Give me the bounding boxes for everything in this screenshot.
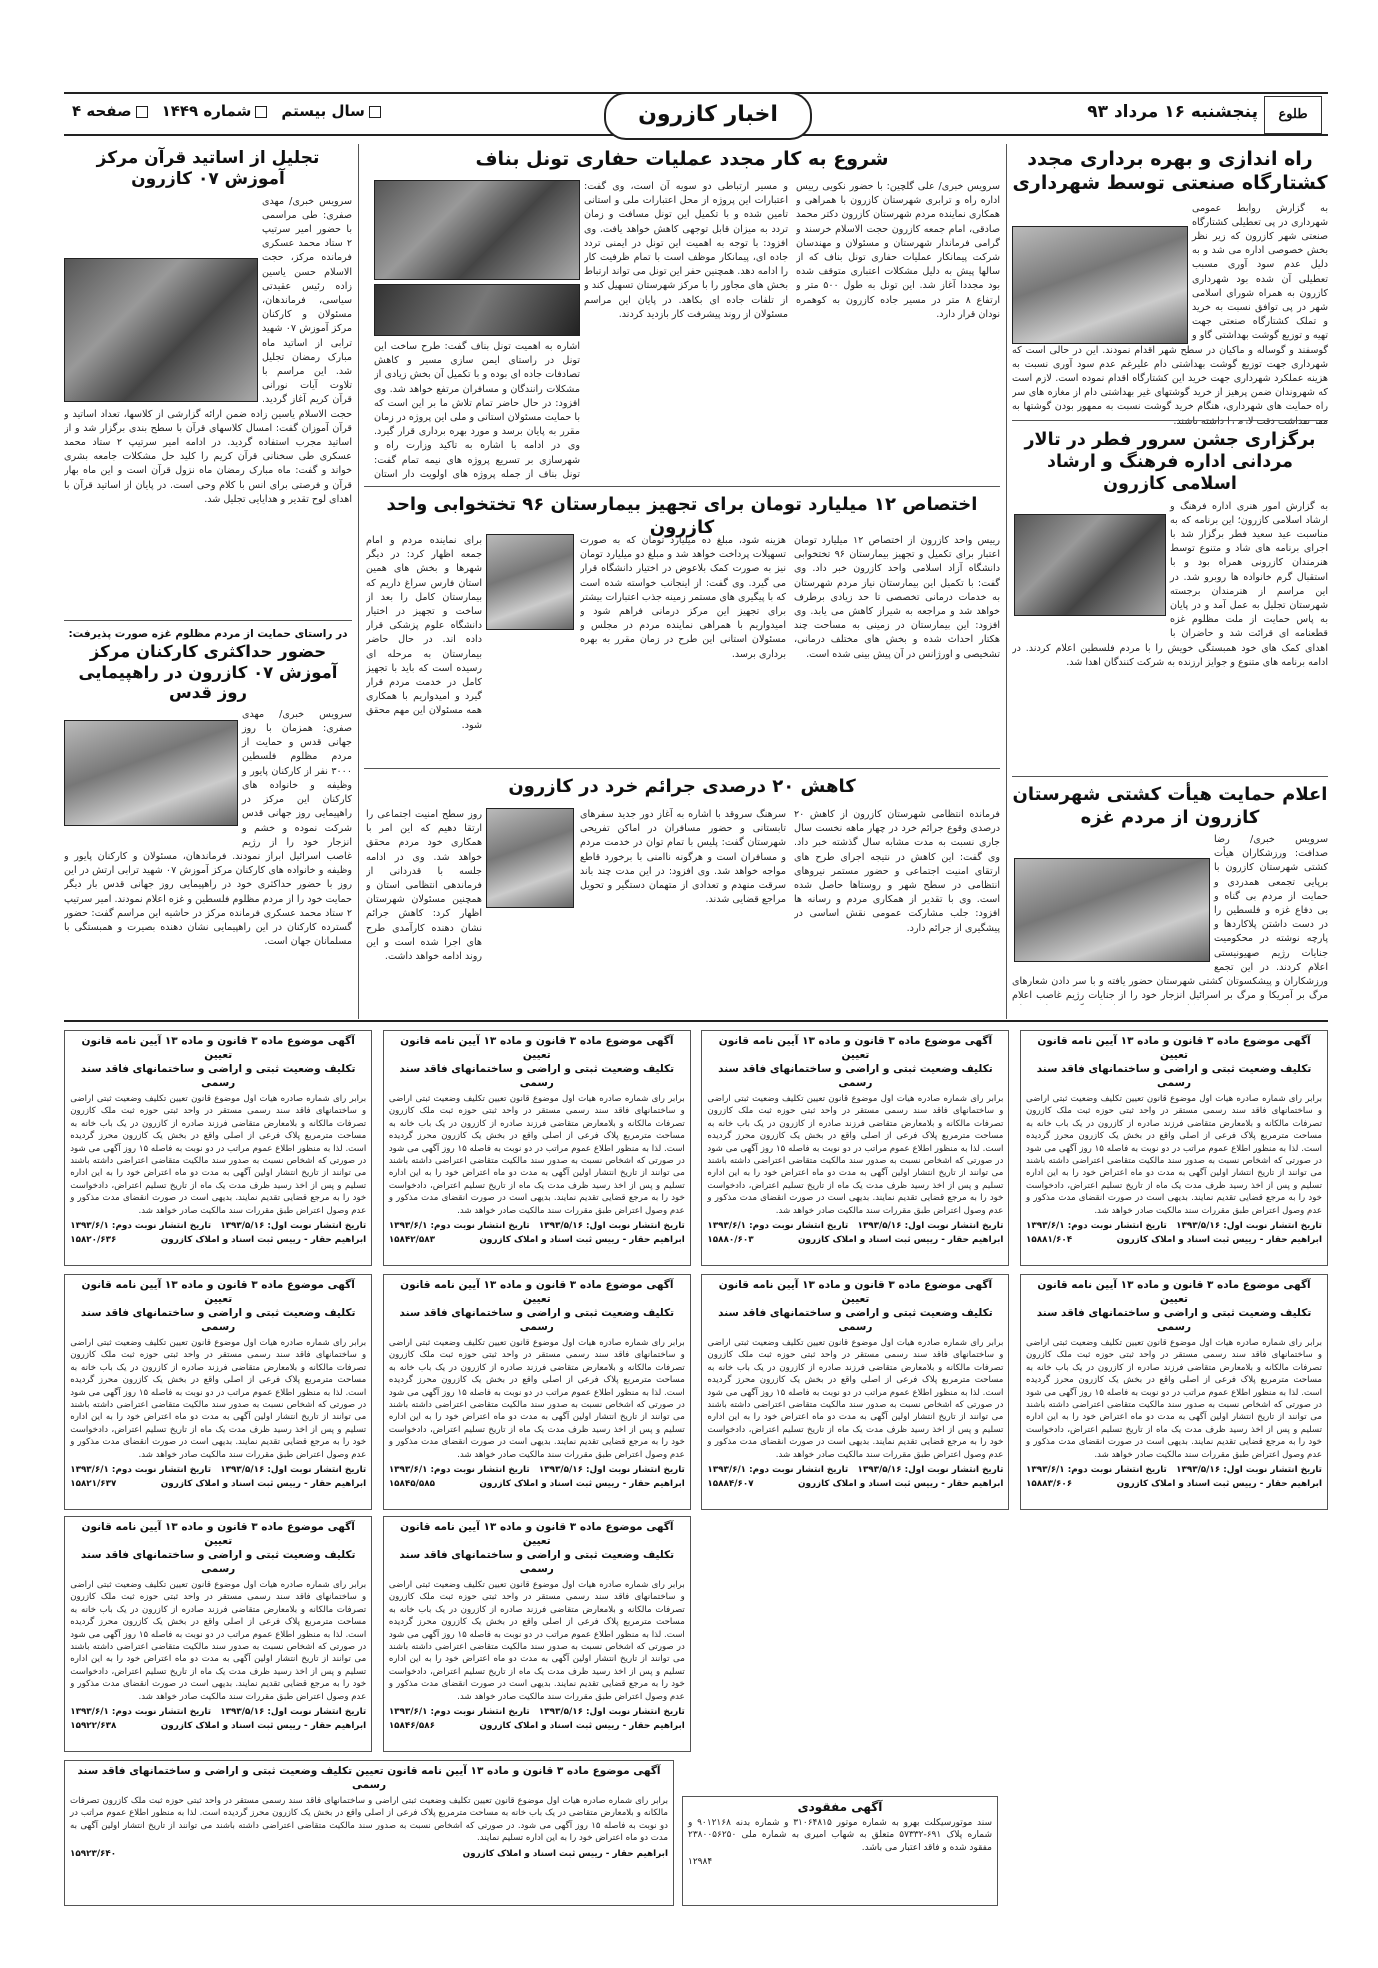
column-rule [1006,144,1007,1019]
notice-title: آگهی موضوع ماده ۳ قانون و ماده ۱۳ آیین نامه قانون تعیین تکلیف وضعیت ثبتی و اراضی و ساختمانهای فاقد سند رسمی [80,1035,356,1089]
notice-dates: تاریخ انتشار نوبت اول: ۱۳۹۳/۵/۱۶ تاریخ انتشار نوبت دوم: ۱۳۹۳/۶/۱ [70,1465,367,1476]
notice-title: آگهی موضوع ماده ۳ قانون و ماده ۱۳ آیین نامه قانون تعیین تکلیف وضعیت ثبتی و اراضی و ساختمانهای فاقد سند رسمی [718,1279,993,1333]
article-title: اختصاص ۱۲ میلیارد تومان برای تجهیز بیمارستان ۹۶ تختخوابی واحد کازرون [386,494,978,538]
notice-body: برابر رای شماره صادره هیات اول موضوع قانون تعیین تکلیف وضعیت ثبتی اراضی و ساختمانهای فاقد سند رسمی مستقر در واحد ثبتی حوزه ثبت ملک کازرون تصرفات مالکانه و بلامعارض متقاضی فرزند صادره از کازرون در یک باب خانه به مساحت مترمربع پلاک فرعی از اصلی واقع در بخش یک کازرون محرز گردیده است. لذا به منظور اطلاع عموم مراتب در دو نوبت به فاصله ۱۵ روز آگهی می شود در صورتی که اشخاص نسبت به صدور سند مالکیت متقاضی اعتراضی داشته باشند می توانند از تاریخ انتشار اولین آگهی به مدت دو ماه اعتراض خود را به این اداره تسلیم و پس از اخذ رسید ظرف مدت یک ماه از تاریخ تسلیم اعتراض، دادخواست خود را به مرجع قضایی تقدیم نمایند. بدیهی است در صورت انقضای مدت مذکور و عدم وصول اعتراض طبق مقررات سند مالکیت صادر خواهد شد. [70,1094,367,1216]
ceremony-photo [64,258,258,402]
notice-body: برابر رای شماره صادره هیات اول موضوع قانون تعیین تکلیف وضعیت ثبتی اراضی و ساختمانهای فاقد سند رسمی مستقر در واحد ثبتی حوزه ثبت ملک کازرون تصرفات مالکانه و بلامعارض متقاضی فرزند صادره از کازرون در یک باب خانه به مساحت مترمربع پلاک فرعی از اصلی واقع در بخش یک کازرون محرز گردیده است. لذا به منظور اطلاع عموم مراتب در دو نوبت به فاصله ۱۵ روز آگهی می شود در صورتی که اشخاص نسبت به صدور سند مالکیت متقاضی اعتراضی داشته باشند می توانند از تاریخ انتشار اولین آگهی به مدت دو ماه اعتراض خود را به این اداره تسلیم و پس از اخذ رسید ظرف مدت یک ماه از تاریخ تسلیم اعتراض، دادخواست خود را به مرجع قضایی تقدیم نمایند. بدیهی است در صورت انقضای مدت مذکور و عدم وصول اعتراض طبق مقررات سند مالکیت صادر خواهد شد. [388,1094,685,1216]
article-body: به گزارش امور هنری اداره فرهنگ و ارشاد اسلامی کازرون؛ این برنامه که به مناسبت عید سعید فطر برگزار شد با اجرای برنامه های شاد و متنوع توسط هنرمندان کازرونی همراه بود و با استقبال گرم خانواده ها روبرو شد. در این مراسم از هنرمندان برجسته شهرستان تجلیل به عمل آمد و در پایان به پاس حمایت از ملت مظلوم غزه قطعنامه ای قرائت شد و حاضران با اهدای کمک های خود همبستگی خویش را با مردم فلسطین اعلام کردند. در ادامه برنامه های متنوع و جوایز ارزنده به شرکت کنندگان اهدا شد. [1012,500,1328,668]
wide-notice [64,1760,674,1906]
notice-body: سند موتورسیکلت بهرو به شماره موتور ۳۱۰۶۴۸۱۵ و شماره بدنه ۹۰۱۲۱۶۸ و شماره پلاک ۶۹۱-۵۷۳۳۲ متعلق به شهاب امیری به شماره ملی ۲۳۸۰۰۵۶۲۵۰ مفقود شده و فاقد اعتبار می باشد. [688,1818,992,1853]
article-body: سرویس خبری/ رضا صدافت: ورزشکاران هیأت کشتی شهرستان کازرون با برپایی تجمعی همدردی و حمایت از مردم بی گناه و بی دفاع غزه و فلسطین را در دست داشتن پلاکاردها و پارچه نوشته در محکومیت جنایات رژیم صهیونیستی اعلام کردند. در این تجمع ورزشکاران و پیشکسوتان کشتی شهرستان حضور یافته و با سر دادن شعارهای مرگ بر آمریکا و مرگ بر اسرائیل انزجار خود را از جنایات رژیم غاصب اعلام [1012,834,1328,1002]
notice-title: آگهی موضوع ماده ۳ قانون و ماده ۱۳ آیین نامه قانون تعیین تکلیف وضعیت ثبتی و اراضی و ساختمانهای فاقد سند رسمی [80,1521,356,1575]
notice-body: برابر رای شماره صادره هیات اول موضوع قانون تعیین تکلیف وضعیت ثبتی اراضی و ساختمانهای فاقد سند رسمی مستقر در واحد ثبتی حوزه ثبت ملک کازرون تصرفات مالکانه و بلامعارض متقاضی در یک باب خانه به مساحت مترمربع پلاک فرعی از اصلی واقع در بخش یک کازرون محرز گردیده است. لذا به منظور اطلاع عموم مراتب در دو نوبت به فاصله ۱۵ روز آگهی می شود. در صورتی که اشخاص نسبت به صدور سند مالکیت متقاضی اعتراضی داشته باشند می توانند از تاریخ انتشار اولین آگهی به مدت دو ماه اعتراض خود را به این اداره تسلیم نمایند. [70,1796,669,1844]
legal-notice [701,1030,1009,1266]
legal-notice [1020,1274,1328,1510]
article-body-col1: سرویس خبری/ علی گلچین: با حضور نکویی رییس اداره راه و ترابری شهرستان کازرون با همراهی و همکاری نماینده مردم شهرستان کازرون دکتر محمد صادقی، امام جمعه کازرون حجت الاسلام خرسند و گرامی فرماندار شهرستان و مسئولان و مهندسان شرکت پیمانکار عملیات حفاری تونل بناف که از سالها پیش به دلیل مشکلات اعتباری متوقف شده بود مجددا آغاز شد. این تونل به طول ۵۰۰ متر و ارتفاع ۸ متر در مسیر جاده کازرون به کوهمره نودان قرار دارد. [796,181,1000,320]
notice-dates: تاریخ انتشار نوبت اول: ۱۳۹۳/۵/۱۶ تاریخ انتشار نوبت دوم: ۱۳۹۳/۶/۱ [388,1465,685,1476]
article-body: سرویس خبری/ مهدی صفری: همزمان با روز جهانی قدس و حمایت از مردم مظلوم فلسطین ۳۰۰۰ نفر از کارکنان پایور و وظیفه و خانواده های کارکنان این مرکز در راهپیمایی روز جهانی قدس شرکت نموده و خشم و انزجار خود را از رژیم غاصب اسرائیل ابراز نمودند. فرماندهان، مسئولان و کارکنان پایور و وظیفه و خانواده های کارکنان مرکز آموزش ۰۷ شهید ترابی ارتش در این روز با حضور حداکثری خود در راهپیمایی روز جهانی قدس بار دیگر حمایت خود را از مردم مظلوم فلسطین و غزه اعلام نمودند. امیر سرتیپ ۲ ستاد محمد عسکری فرمانده مرکز در حاشیه این مراسم گفت: حضور گسترده کارکنان در این راهپیمایی نشان دهنده بصیرت و همبستگی با مسلمانان جهان است. [64,708,352,948]
divider [364,768,1000,769]
notice-title: آگهی مفقودی [797,1800,883,1814]
notice-signature: ابراهیم حقار - رییس ثبت اسناد و املاک کازرون ۱۵۹۲۲/۶۳۸ [70,1721,367,1732]
article-title: تجلیل از اساتید قرآن مرکز آموزش ۰۷ کازرون [96,148,320,190]
notice-signature: ابراهیم حقار - رییس ثبت اسناد و املاک کازرون ۱۵۸۴۶/۵۸۶ [388,1721,685,1732]
notice-signature: ابراهیم حقار - رییس ثبت اسناد و املاک کازرون ۱۵۸۸۰/۶۰۳ [707,1235,1004,1246]
notice-id: ۱۲۹۸۴ [688,1857,713,1868]
notice-title: آگهی موضوع ماده ۳ قانون و ماده ۱۳ آیین نامه قانون تعیین تکلیف وضعیت ثبتی و اراضی و ساختمانهای فاقد سند رسمی [399,1279,675,1333]
divider [64,620,352,621]
article-body-col1: رییس واحد کازرون از اختصاص ۱۲ میلیارد تومان اعتبار برای تکمیل و تجهیز بیمارستان ۹۶ تختخوابی دانشگاه آزاد اسلامی واحد کازرون خبر داد. وی گفت: با تکمیل این بیمارستان نیاز مردم شهرستان به خدمات درمانی تخصصی تا حد زیادی برطرف خواهد شد و مراجعه به شیراز کاهش می یابد. وی افزود: این بیمارستان در زمینی به مساحت چند هکتار احداث شده و بخش های مختلف درمانی، تشخیصی و اورژانس در آن پیش بینی شده است. [794,535,1000,660]
notice-signature: ابراهیم حقار - رییس ثبت اسناد و املاک کازرون ۱۵۸۸۳/۶۰۶ [1026,1479,1322,1490]
notice-footer: ابراهیم حقار - رییس ثبت اسناد و املاک کازرون ۱۵۹۲۳/۶۴۰ [70,1848,668,1859]
article-title: اعلام حمایت هیأت کشتی شهرستان کازرون از مردم غزه [1012,784,1328,828]
article-body: به گزارش روابط عمومی شهرداری در پی تعطیلی کشتارگاه صنعتی شهر کازرون که زیر نظر بخش خصوصی اداره می شد و به دلیل عدم سود آوری مسبب تعطیلی آن شده بود شهرداری کازرون به همراه شورای اسلامی شهر در پی توافق نسبت به خرید و تملک کشتارگاه صنعتی جهت تهیه و توزیع گوشت بهداشتی گاو و گوسفند و گوساله و ماکیان در سطح شهر اقدام نمودند. این در حالی است که شهرداری جهت توزیع گوشت بهداشتی دام علیرغم عدم سود آوری نسبت به هزینه عملکرد شهرداری جهت خرید این کشتارگاه اقدام نموده است. لازم است که شهروندان ضمن پرهیز از خرید گوشتهای غیر بهداشتی دام از مغازه های سر راه حمایت های شهرداری، هنگام خرید گوشت نسبت به ممهور بودن گوشتها به [1012,202,1328,413]
police-commander-photo [486,808,574,908]
article-title: شروع به کار مجدد عملیات حفاری تونل بناف [475,148,889,170]
legal-notice [64,1274,372,1510]
issue-date: پنجشنبه ۱۶ مرداد ۹۳ [1087,102,1258,122]
article-hospital [364,494,1000,731]
notice-dates: تاریخ انتشار نوبت اول: ۱۳۹۳/۵/۱۶ تاریخ انتشار نوبت دوم: ۱۳۹۳/۶/۱ [1026,1221,1322,1232]
issue-number: شماره ۱۴۴۹ [162,102,268,120]
legal-notice [701,1274,1009,1510]
column-rule [358,144,359,1019]
notice-title: آگهی موضوع ماده ۳ قانون و ماده ۱۳ آیین نامه قانون تعیین تکلیف وضعیت ثبتی و اراضی و ساختمانهای فاقد سند رسمی [77,1765,661,1791]
notice-signature: ابراهیم حقار - رییس ثبت اسناد و املاک کازرون ۱۵۸۲۱/۶۳۷ [70,1479,367,1490]
article-staff-gaza [64,628,352,1026]
square-icon [369,106,381,118]
year-label: سال بیستم [281,102,381,120]
article-body-col2: هزینه شود، مبلغ ده میلیارد تومان که به صورت تسهیلات پرداخت خواهد شد و مبلغ دو میلیارد تومان نیز به صورت کمک بلاعوض در اختیار دانشگاه قرار می گیرد. وی گفت: از اینجانب خواسته شده است که با پیگیری های مستمر زمینه جذب اعتبارات بیشتر برای تجهیز این مرکز درمانی فراهم شود و امیدواریم با همراهی نماینده مردم در مجلس و مسئولان استانی این طرح در زمان مقرر به بهره برداری برسد. [580,535,786,660]
celebration-photo [1014,514,1166,616]
article-body-col3: برای نماینده مردم و امام جمعه اظهار کرد: در دیگر شهرها و بخش های همین استان فارس سراغ داریم که بیمارستان کامل را بعد از ساخت و تجهیز در اختیار دانشگاه علوم پزشکی قرار داده اند. در حال حاضر بیمارستان به مرحله ای رسیده است که باید با تجهیز کامل در خدمت مردم قرار گیرد و امیدواریم با همکاری همه مسئولان این مهم محقق شود. [366,535,482,731]
notice-body: برابر رای شماره صادره هیات اول موضوع قانون تعیین تکلیف وضعیت ثبتی اراضی و ساختمانهای فاقد سند رسمی مستقر در واحد ثبتی حوزه ثبت ملک کازرون تصرفات مالکانه و بلامعارض متقاضی فرزند صادره از کازرون در یک باب خانه به مساحت مترمربع پلاک فرعی از اصلی واقع در بخش یک کازرون محرز گردیده است. لذا به منظور اطلاع عموم مراتب در دو نوبت به فاصله ۱۵ روز آگهی می شود در صورتی که اشخاص نسبت به صدور سند مالکیت متقاضی اعتراضی داشته باشند می توانند از تاریخ انتشار اولین آگهی به مدت دو ماه اعتراض خود را به این اداره تسلیم و پس از اخذ رسید ظرف مدت یک ماه از تاریخ تسلیم اعتراض، دادخواست خود را به مرجع قضایی تقدیم نمایند. بدیهی است در صورت انقضای مدت مذکور و عدم وصول اعتراض طبق مقررات سند مالکیت صادر خواهد شد. [388,1338,685,1460]
article-body-col2: سرهنگ سروقد با اشاره به آغاز دور جدید سفرهای تابستانی و حضور مسافران در اماکن تفریحی شهرستان گفت: پلیس با تمام توان در خدمت مردم و مسافران است و هرگونه ناامنی با برخورد قاطع مواجه خواهد شد. وی افزود: در این مدت چند باند سرقت منهدم و تعدادی از متهمان دستگیر و تحویل مراجع قضایی شدند. [580,809,786,906]
legal-notice [383,1516,691,1752]
article-crime [364,776,1000,963]
divider [1012,776,1328,777]
article-title: کاهش ۲۰ درصدی جرائم خرد در کازرون [508,776,856,797]
notice-body: برابر رای شماره صادره هیات اول موضوع قانون تعیین تکلیف وضعیت ثبتی اراضی و ساختمانهای فاقد سند رسمی مستقر در واحد ثبتی حوزه ثبت ملک کازرون تصرفات مالکانه و بلامعارض متقاضی فرزند صادره از کازرون در یک باب خانه به مساحت مترمربع پلاک فرعی از اصلی واقع در بخش یک کازرون محرز گردیده است. لذا به منظور اطلاع عموم مراتب در دو نوبت به فاصله ۱۵ روز آگهی می شود در صورتی که اشخاص نسبت به صدور سند مالکیت متقاضی اعتراضی داشته باشند می توانند از تاریخ انتشار اولین آگهی به مدت دو ماه اعتراض خود را به این اداره تسلیم و پس از اخذ رسید ظرف مدت یک ماه از تاریخ تسلیم اعتراض، دادخواست خود را به مرجع قضایی تقدیم نمایند. بدیهی است در صورت انقضای مدت مذکور و عدم وصول اعتراض طبق مقررات سند مالکیت صادر خواهد شد. [388,1580,685,1702]
notice-body: برابر رای شماره صادره هیات اول موضوع قانون تعیین تکلیف وضعیت ثبتی اراضی و ساختمانهای فاقد سند رسمی مستقر در واحد ثبتی حوزه ثبت ملک کازرون تصرفات مالکانه و بلامعارض متقاضی فرزند صادره از کازرون در یک باب خانه به مساحت مترمربع پلاک فرعی از اصلی واقع در بخش یک کازرون محرز گردیده است. لذا به منظور اطلاع عموم مراتب در دو نوبت به فاصله ۱۵ روز آگهی می شود در صورتی که اشخاص نسبت به صدور سند مالکیت متقاضی اعتراضی داشته باشند می توانند از تاریخ انتشار اولین آگهی به مدت دو ماه اعتراض خود را به این اداره تسلیم و پس از اخذ رسید ظرف مدت یک ماه از تاریخ تسلیم اعتراض، دادخواست خود را به مرجع قضایی تقدیم نمایند. بدیهی است در صورت انقضای مدت مذکور و عدم وصول اعتراض طبق مقررات سند مالکیت صادر خواهد شد. [70,1580,367,1702]
legal-notice [383,1274,691,1510]
notice-dates: تاریخ انتشار نوبت اول: ۱۳۹۳/۵/۱۶ تاریخ انتشار نوبت دوم: ۱۳۹۳/۶/۱ [1026,1465,1322,1476]
notice-signature: ابراهیم حقار - رییس ثبت اسناد و املاک کازرون ۱۵۸۸۱/۶۰۴ [1026,1235,1322,1246]
notice-signature: ابراهیم حقار - رییس ثبت اسناد و املاک کازرون ۱۵۸۴۲/۵۸۳ [388,1235,685,1246]
square-icon [136,106,148,118]
article-body: سرویس خبری/ مهدی صفری: طی مراسمی با حضور امیر سرتیپ ۲ ستاد محمد عسکری فرمانده مرکز، حجت الاسلام حسن یاسین زاده رئیس عقیدتی سیاسی، فرماندهان، مسئولان و کارکنان مرکز آموزش ۰۷ شهید ترابی از اساتید ماه مبارک رمضان تجلیل شد. این مراسم با تلاوت آیات نورانی قرآن کریم آغاز گردید. حجت الاسلام یاسین زاده ضمن ارائه گزارشی از کلاسها، تعداد اساتید و قرآن آموزان گفت: امسال کلاسهای قرآن با سطح بندی برگزار شد و از اساتید مجرب استفاده گردید. در ادامه امیر سرتیپ ۲ ستاد محمد عسکری طی سخنانی قرآن کریم را کلید حل مشکلات جامعه بشری خواند و گفت: ماه مبارک رمضان ماه نزول قرآن است و این ماه بهار قرآن و فرصتی برای انس با کلام وحی است. در پایان از اساتید قرآن با اهدای لوح تقدیر و هدایایی تجلیل شد. [64,195,352,505]
notice-dates: تاریخ انتشار نوبت اول: ۱۳۹۳/۵/۱۶ تاریخ انتشار نوبت دوم: ۱۳۹۳/۶/۱ [388,1707,685,1718]
notice-signature: ابراهیم حقار - رییس ثبت اسناد و املاک کازرون ۱۵۸۸۴/۶۰۷ [707,1479,1004,1490]
article-eid [1012,430,1328,760]
article-tunnel [364,148,1000,480]
notice-signature: ابراهیم حقار - رییس ثبت اسناد و املاک کازرون ۱۵۸۲۰/۶۳۶ [70,1235,367,1246]
issue-info [72,102,381,120]
square-icon [255,106,267,118]
rally-photo [64,720,238,826]
notice-body: برابر رای شماره صادره هیات اول موضوع قانون تعیین تکلیف وضعیت ثبتی اراضی و ساختمانهای فاقد سند رسمی مستقر در واحد ثبتی حوزه ثبت ملک کازرون تصرفات مالکانه و بلامعارض متقاضی فرزند صادره از کازرون در یک باب خانه به مساحت مترمربع پلاک فرعی از اصلی واقع در بخش یک کازرون محرز گردیده است. لذا به منظور اطلاع عموم مراتب در دو نوبت به فاصله ۱۵ روز آگهی می شود در صورتی که اشخاص نسبت به صدور سند مالکیت متقاضی اعتراضی داشته باشند می توانند از تاریخ انتشار اولین آگهی به مدت دو ماه اعتراض خود را به این اداره تسلیم و پس از اخذ رسید ظرف مدت یک ماه از تاریخ تسلیم اعتراض، دادخواست خود را به مرجع قضایی تقدیم نمایند. بدیهی است در صورت انقضای مدت مذکور و عدم وصول اعتراض طبق مقررات سند مالکیت صادر خواهد شد. [1026,1338,1323,1460]
article-title: برگزاری جشن سرور فطر در تالار مردانی اداره فرهنگ و ارشاد اسلامی کازرون [1024,430,1316,494]
notice-title: آگهی موضوع ماده ۳ قانون و ماده ۱۳ آیین نامه قانون تعیین تکلیف وضعیت ثبتی و اراضی و ساختمانهای فاقد سند رسمی [80,1279,356,1333]
article-gaza-board [1012,784,1328,1005]
portrait-photo [486,534,574,630]
article-quran [64,148,352,635]
legal-notice [64,1516,372,1752]
slaughterhouse-photo [1012,226,1188,344]
tunnel-photo-1 [374,180,580,280]
article-body-col2: و مسیر ارتباطی دو سویه آن است، وی گفت: اعتبارات این پروژه از محل اعتبارات ملی و استانی تامین شده و با تکمیل این تونل مسافت و زمان تردد به میزان قابل توجهی کاهش خواهد یافت. وی افزود: با توجه به اهمیت این تونل در ایمنی تردد جاده ای، پیمانکار موظف است با تمام ظرفیت کار را ادامه دهد. همچنین حفر این تونل می تواند ارتباط بخش های مجاور را با مرکز شهرستان تسهیل کند و از تلفات جاده ای بکاهد. در پایان این مراسم مسئولان از روند پیشرفت کار بازدید کردند. [584,181,788,320]
notice-signature: ابراهیم حقار - رییس ثبت اسناد و املاک کازرون ۱۵۸۴۵/۵۸۵ [388,1479,685,1490]
article-body-col1: فرمانده انتظامی شهرستان کازرون از کاهش ۲۰ درصدی وقوع جرائم خرد در چهار ماهه نخست سال جاری نسبت به مدت مشابه سال گذشته خبر داد. وی گفت: این کاهش در نتیجه اجرای طرح های ارتقای امنیت اجتماعی و حضور مستمر نیروهای انتظامی در سطح شهر و روستاها حاصل شده است. وی با تقدیر از همکاری مردم و رسانه ها افزود: جلب مشارکت عمومی نقش اساسی در پیشگیری از جرائم دارد. [794,809,1000,934]
article-title: حضور حداکثری کارکنان مرکز آموزش ۰۷ کازرون در راهپیمایی روز قدس [78,642,338,703]
notice-body: برابر رای شماره صادره هیات اول موضوع قانون تعیین تکلیف وضعیت ثبتی اراضی و ساختمانهای فاقد سند رسمی مستقر در واحد ثبتی حوزه ثبت ملک کازرون تصرفات مالکانه و بلامعارض متقاضی فرزند صادره از کازرون در یک باب خانه به مساحت مترمربع پلاک فرعی از اصلی واقع در بخش یک کازرون محرز گردیده است. لذا به منظور اطلاع عموم مراتب در دو نوبت به فاصله ۱۵ روز آگهی می شود در صورتی که اشخاص نسبت به صدور سند مالکیت متقاضی اعتراضی داشته باشند می توانند از تاریخ انتشار اولین آگهی به مدت دو ماه اعتراض خود را به این اداره تسلیم و پس از اخذ رسید ظرف مدت یک ماه از تاریخ تسلیم اعتراض، دادخواست خود را به مرجع قضایی تقدیم نمایند. بدیهی است در صورت انقضای مدت مذکور و عدم وصول اعتراض طبق مقررات سند مالکیت صادر خواهد شد. [1026,1094,1323,1216]
section-title: اخبار کازرون [604,92,812,140]
newspaper-logo: طلوع [1264,96,1322,134]
legal-notice [1020,1030,1328,1266]
notice-title: آگهی موضوع ماده ۳ قانون و ماده ۱۳ آیین نامه قانون تعیین تکلیف وضعیت ثبتی و اراضی و ساختمانهای فاقد سند رسمی [718,1035,993,1089]
notice-body: برابر رای شماره صادره هیات اول موضوع قانون تعیین تکلیف وضعیت ثبتی اراضی و ساختمانهای فاقد سند رسمی مستقر در واحد ثبتی حوزه ثبت ملک کازرون تصرفات مالکانه و بلامعارض متقاضی فرزند صادره از کازرون در یک باب خانه به مساحت مترمربع پلاک فرعی از اصلی واقع در بخش یک کازرون محرز گردیده است. لذا به منظور اطلاع عموم مراتب در دو نوبت به فاصله ۱۵ روز آگهی می شود در صورتی که اشخاص نسبت به صدور سند مالکیت متقاضی اعتراضی داشته باشند می توانند از تاریخ انتشار اولین آگهی به مدت دو ماه اعتراض خود را به این اداره تسلیم و پس از اخذ رسید ظرف مدت یک ماه از تاریخ تسلیم اعتراض، دادخواست خود را به مرجع قضایی تقدیم نمایند. بدیهی است در صورت انقضای مدت مذکور و عدم وصول اعتراض طبق مقررات سند مالکیت صادر خواهد شد. [707,1338,1004,1460]
article-body-col3: اشاره به اهمیت تونل بناف گفت: طرح ساخت این تونل در راستای ایمن سازی مسیر و کاهش تصادفات جاده ای بوده و با تکمیل آن بخش زیادی از مشکلات رانندگان و مسافران مرتفع خواهد شد. وی افزود: در حال حاضر تمام تلاش ما بر این است که با حمایت مسئولان استانی و ملی این پروژه در زمان مقرر به پایان برسد و مورد بهره برداری قرار گیرد. وی در ادامه با اشاره به تاکید وزارت راه و شهرسازی بر تسریع پروژه های نیمه تمام گفت: تونل بناف از جمله پروژه های اولویت دار استان [374,341,580,480]
divider [364,486,1000,487]
notice-dates: تاریخ انتشار نوبت اول: ۱۳۹۳/۵/۱۶ تاریخ انتشار نوبت دوم: ۱۳۹۳/۶/۱ [70,1707,367,1718]
wrestling-rally-photo [1014,858,1210,962]
notice-dates: تاریخ انتشار نوبت اول: ۱۳۹۳/۵/۱۶ تاریخ انتشار نوبت دوم: ۱۳۹۳/۶/۱ [707,1465,1004,1476]
notice-title: آگهی موضوع ماده ۳ قانون و ماده ۱۳ آیین نامه قانون تعیین تکلیف وضعیت ثبتی و اراضی و ساختمانهای فاقد سند رسمی [399,1521,675,1575]
notice-title: آگهی موضوع ماده ۳ قانون و ماده ۱۳ آیین نامه قانون تعیین تکلیف وضعیت ثبتی و اراضی و ساختمانهای فاقد سند رسمی [399,1035,675,1089]
legal-notice [383,1030,691,1266]
notice-title: آگهی موضوع ماده ۳ قانون و ماده ۱۳ آیین نامه قانون تعیین تکلیف وضعیت ثبتی و اراضی و ساختمانهای فاقد سند رسمی [1036,1279,1312,1333]
legal-notice [64,1030,372,1266]
lost-notice [682,1796,998,1906]
page-number: صفحه ۴ [72,102,148,120]
notice-body: برابر رای شماره صادره هیات اول موضوع قانون تعیین تکلیف وضعیت ثبتی اراضی و ساختمانهای فاقد سند رسمی مستقر در واحد ثبتی حوزه ثبت ملک کازرون تصرفات مالکانه و بلامعارض متقاضی فرزند صادره از کازرون در یک باب خانه به مساحت مترمربع پلاک فرعی از اصلی واقع در بخش یک کازرون محرز گردیده است. لذا به منظور اطلاع عموم مراتب در دو نوبت به فاصله ۱۵ روز آگهی می شود در صورتی که اشخاص نسبت به صدور سند مالکیت متقاضی اعتراضی داشته باشند می توانند از تاریخ انتشار اولین آگهی به مدت دو ماه اعتراض خود را به این اداره تسلیم و پس از اخذ رسید ظرف مدت یک ماه از تاریخ تسلیم اعتراض، دادخواست خود را به مرجع قضایی تقدیم نمایند. بدیهی است در صورت انقضای مدت مذکور و عدم وصول اعتراض طبق مقررات سند مالکیت صادر خواهد شد. [707,1094,1004,1216]
article-title: راه اندازی و بهره برداری مجدد کشتارگاه صنعتی توسط شهرداری [1012,148,1328,194]
notice-dates: تاریخ انتشار نوبت اول: ۱۳۹۳/۵/۱۶ تاریخ انتشار نوبت دوم: ۱۳۹۳/۶/۱ [70,1221,367,1232]
notice-body: برابر رای شماره صادره هیات اول موضوع قانون تعیین تکلیف وضعیت ثبتی اراضی و ساختمانهای فاقد سند رسمی مستقر در واحد ثبتی حوزه ثبت ملک کازرون تصرفات مالکانه و بلامعارض متقاضی فرزند صادره از کازرون در یک باب خانه به مساحت مترمربع پلاک فرعی از اصلی واقع در بخش یک کازرون محرز گردیده است. لذا به منظور اطلاع عموم مراتب در دو نوبت به فاصله ۱۵ روز آگهی می شود در صورتی که اشخاص نسبت به صدور سند مالکیت متقاضی اعتراضی داشته باشند می توانند از تاریخ انتشار اولین آگهی به مدت دو ماه اعتراض خود را به این اداره تسلیم و پس از اخذ رسید ظرف مدت یک ماه از تاریخ تسلیم اعتراض، دادخواست خود را به مرجع قضایی تقدیم نمایند. بدیهی است در صورت انقضای مدت مذکور و عدم وصول اعتراض طبق مقررات سند مالکیت صادر خواهد شد. [70,1338,367,1460]
notice-dates: تاریخ انتشار نوبت اول: ۱۳۹۳/۵/۱۶ تاریخ انتشار نوبت دوم: ۱۳۹۳/۶/۱ [388,1221,685,1232]
article-kicker: در راستای حمایت از مردم مظلوم غزه صورت پذیرفت: [68,628,348,640]
article-slaughterhouse [1012,148,1328,424]
article-body-col3: روز سطح امنیت اجتماعی را ارتقا دهیم که این امر با همکاری خود مردم محقق خواهد شد. وی در ادامه جلسه با قدردانی از فرماندهی انتظامی استان و همچنین مسئولان شهرستان اظهار کرد: کاهش جرائم نشان دهنده کارآمدی طرح های اجرا شده است و این روند ادامه خواهد داشت. [366,809,482,963]
notice-dates: تاریخ انتشار نوبت اول: ۱۳۹۳/۵/۱۶ تاریخ انتشار نوبت دوم: ۱۳۹۳/۶/۱ [707,1221,1004,1232]
tunnel-photo-2 [374,284,580,336]
masthead [64,92,1328,136]
notice-title: آگهی موضوع ماده ۳ قانون و ماده ۱۳ آیین نامه قانون تعیین تکلیف وضعیت ثبتی و اراضی و ساختمانهای فاقد سند رسمی [1036,1035,1312,1089]
divider [1012,420,1328,421]
